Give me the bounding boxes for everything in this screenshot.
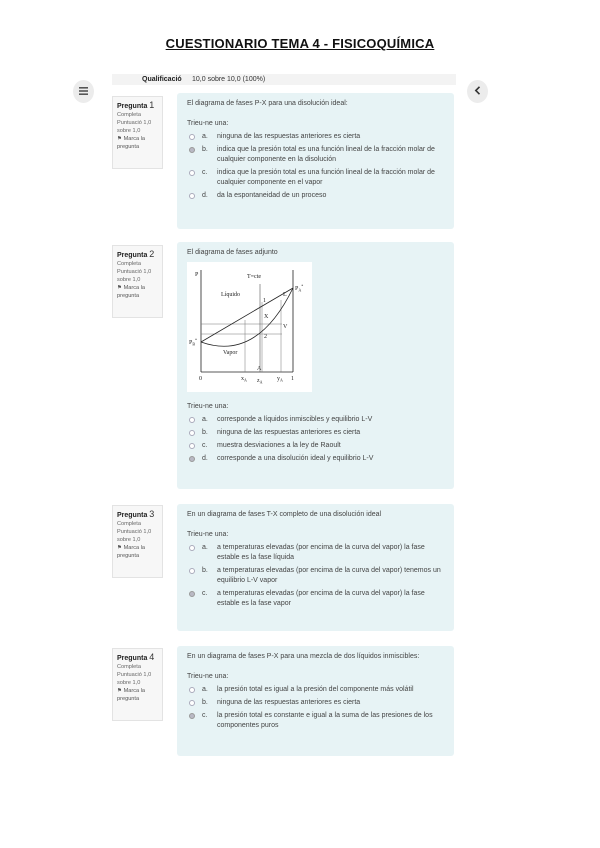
question-info — [112, 505, 163, 578]
chevron-left-icon — [474, 86, 481, 97]
question-number: Pregunta 2 — [117, 249, 155, 259]
question-score: Puntuació 1,0 sobre 1,0 — [117, 529, 152, 543]
point-2-label: 2 — [264, 334, 267, 340]
point-l-label: L — [283, 292, 287, 298]
pb-star-label: $P_B^*$ — [189, 337, 198, 347]
question-card — [177, 646, 454, 756]
question-text: El diagrama de fases adjunto — [187, 249, 278, 256]
vapor-region-label: Vapor — [223, 350, 238, 356]
answer-option[interactable]: b. ninguna de las respuestas anteriores es cierta — [187, 698, 444, 708]
answer-option[interactable]: c. muestra desviaciones a la ley de Raoult — [187, 441, 444, 451]
answer-option[interactable]: c. a temperaturas elevadas (por encima de la curva del vapor) la fase estable es la fase vapor — [187, 589, 444, 609]
flag-question-link[interactable]: ⚑ Marca la pregunta — [117, 545, 146, 559]
point-x-label: X — [264, 314, 269, 320]
radio-button-selected[interactable] — [189, 147, 195, 153]
question-status: Completa — [117, 112, 141, 118]
t-const-label: T=cte — [247, 274, 262, 280]
page-title: CUESTIONARIO TEMA 4 - FISICOQUÍMICA — [165, 36, 435, 51]
tick-zero-label: 0 — [199, 376, 202, 382]
question-score: Puntuació 1,0 sobre 1,0 — [117, 672, 152, 686]
radio-button[interactable] — [189, 568, 195, 574]
question-status: Completa — [117, 521, 141, 527]
radio-button-selected[interactable] — [189, 713, 195, 719]
radio-button[interactable] — [189, 545, 195, 551]
answer-option[interactable]: b. indica que la presión total es una función lineal de la fracción molar de cualquier componente en la disolución — [187, 145, 444, 165]
list-icon — [79, 87, 88, 97]
answer-option[interactable]: a. ninguna de las respuestas anteriores es cierta — [187, 132, 444, 142]
grade-summary — [112, 74, 456, 85]
question-status: Completa — [117, 664, 141, 670]
answer-option[interactable]: d. corresponde a una disolución ideal y equilibrio L-V — [187, 454, 444, 464]
answer-option[interactable]: a. corresponde a líquidos inmiscibles y equilibrio L-V — [187, 415, 444, 425]
answer-option[interactable]: b. a temperaturas elevadas (por encima de la curva del vapor) tenemos un equilibrio L-V vapor — [187, 566, 444, 586]
answer-option[interactable]: d. da la espontaneidad de un proceso — [187, 191, 444, 201]
radio-button[interactable] — [189, 443, 195, 449]
question-status: Completa — [117, 261, 141, 267]
drawer-toggle-button[interactable] — [73, 80, 94, 103]
question-info — [112, 245, 163, 318]
radio-button-selected[interactable] — [189, 456, 195, 462]
phase-diagram-image — [187, 262, 312, 392]
radio-button[interactable] — [189, 417, 195, 423]
question-text: En un diagrama de fases T-X completo de una disolución ideal — [187, 511, 382, 518]
flag-icon: ⚑ — [117, 136, 123, 142]
radio-button[interactable] — [189, 700, 195, 706]
answer-option[interactable]: a. la presión total es igual a la presión del componente más volátil — [187, 685, 444, 695]
radio-button[interactable] — [189, 687, 195, 693]
answer-option[interactable]: a. a temperaturas elevadas (por encima de la curva del vapor) la fase estable es la fase líquida — [187, 543, 444, 563]
question-number: Pregunta 3 — [117, 509, 155, 519]
answer-option[interactable]: c. indica que la presión total es una función lineal de la fracción molar de cualquier componente en el vapor — [187, 168, 444, 188]
question-score: Puntuació 1,0 sobre 1,0 — [117, 120, 152, 134]
answer-option[interactable]: c. la presión total es constante e igual a la suma de las presiones de los componentes puros — [187, 711, 444, 731]
answer-prompt: Trieu-ne una: — [187, 531, 229, 538]
answer-prompt: Trieu-ne una: — [187, 673, 229, 680]
tick-ya-label: $y_A$ — [277, 376, 283, 383]
point-v-label: V — [283, 324, 288, 330]
answer-prompt: Trieu-ne una: — [187, 403, 229, 410]
tick-one-label: 1 — [291, 376, 294, 382]
radio-button[interactable] — [189, 134, 195, 140]
question-score: Puntuació 1,0 sobre 1,0 — [117, 269, 152, 283]
axis-p-label: P — [195, 272, 199, 278]
question-info — [112, 96, 163, 169]
question-number: Pregunta 4 — [117, 652, 155, 662]
question-info — [112, 648, 163, 721]
radio-button[interactable] — [189, 430, 195, 436]
point-1-label: 1 — [263, 298, 266, 304]
flag-question-link[interactable]: ⚑ Marca la pregunta — [117, 136, 146, 150]
question-card — [177, 242, 454, 489]
tick-xa-label: $x_A$ — [241, 376, 247, 383]
tick-za-label: $z_A$ — [257, 378, 263, 385]
flag-icon: ⚑ — [117, 285, 123, 291]
answer-prompt: Trieu-ne una: — [187, 120, 229, 127]
question-text: El diagrama de fases P-X para una disolución ideal: — [187, 100, 348, 107]
flag-question-link[interactable]: ⚑ Marca la pregunta — [117, 688, 146, 702]
flag-icon: ⚑ — [117, 545, 123, 551]
radio-button-selected[interactable] — [189, 591, 195, 597]
pa-star-label: $P_A^*$ — [295, 283, 304, 293]
question-card — [177, 93, 454, 229]
point-a-label: A — [257, 366, 262, 372]
flag-question-link[interactable]: ⚑ Marca la pregunta — [117, 285, 146, 299]
radio-button[interactable] — [189, 193, 195, 199]
question-card — [177, 504, 454, 631]
flag-icon: ⚑ — [117, 688, 123, 694]
grade-value: 10,0 sobre 10,0 (100%) — [192, 76, 266, 83]
block-drawer-button[interactable] — [467, 80, 488, 103]
question-text: En un diagrama de fases P-X para una mezcla de dos líquidos inmiscibles: — [187, 653, 420, 660]
liquid-region-label: Líquido — [221, 292, 240, 298]
radio-button[interactable] — [189, 170, 195, 176]
question-number: Pregunta 1 — [117, 100, 155, 110]
grade-label: Qualificació — [142, 76, 182, 83]
answer-option[interactable]: b. ninguna de las respuestas anteriores es cierta — [187, 428, 444, 438]
